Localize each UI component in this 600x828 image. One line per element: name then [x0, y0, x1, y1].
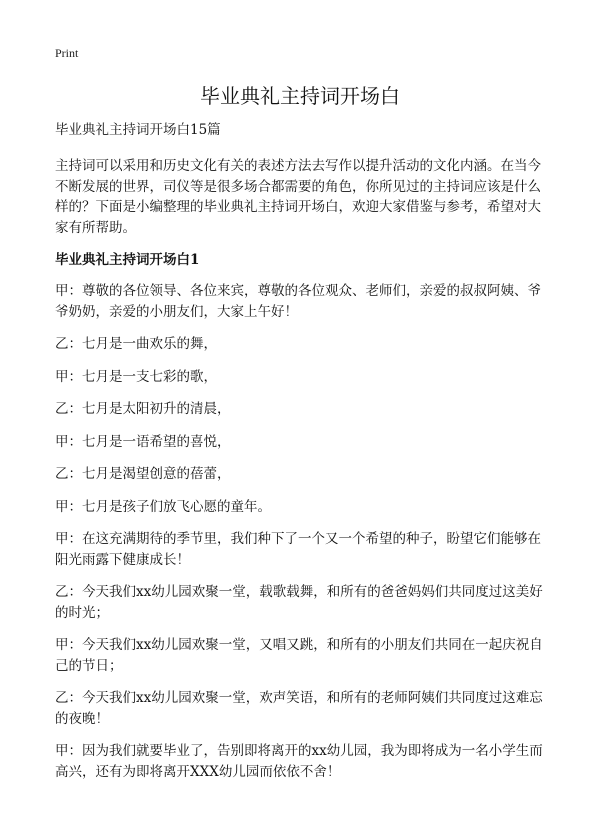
- dialogue-line: 甲：在这充满期待的季节里，我们种下了一个又一个希望的种子，盼望它们能够在阳光雨露下健康成长！: [55, 531, 541, 568]
- dialogue-line: 甲：七月是孩子们放飞心愿的童年。: [55, 498, 271, 515]
- dialogue-line: 甲：今天我们xx幼儿园欢聚一堂，又唱又跳，和所有的小朋友们共同在一起庆祝自己的节日；: [55, 637, 543, 674]
- dialogue-line: 乙：七月是太阳初升的清晨，: [55, 401, 231, 417]
- document-body: [55, 120, 550, 794]
- section-heading: 毕业典礼主持词开场白1: [55, 252, 200, 268]
- dialogue-line: 甲：七月是一语希望的喜悦，: [55, 433, 231, 450]
- print-link[interactable]: Print: [55, 46, 79, 60]
- intro-paragraph: 主持词可以采用和历史文化有关的表述方法去写作以提升活动的文化内涵。在当今不断发展的世界，司仪等是很多场合都需要的角色，你所见过的主持词应该是什么样的？下面是小编整理的毕业典礼主持词开场白，欢迎大家借鉴与参考，希望对大家有所帮助。: [55, 158, 541, 236]
- dialogue-line: 乙：今天我们xx幼儿园欢聚一堂，载歌载舞，和所有的爸爸妈妈们共同度过这美好的时光；: [55, 584, 543, 621]
- page-title: 毕业典礼主持词开场白: [200, 84, 400, 108]
- dialogue-line: 甲：因为我们就要毕业了，告别即将离开的xx幼儿园，我为即将成为一名小学生而高兴，还有为即将离开XXX幼儿园而依依不舍！: [55, 743, 543, 780]
- dialogue-line: 乙：七月是一曲欢乐的舞，: [55, 336, 217, 352]
- dialogue-line: 乙：今天我们xx幼儿园欢聚一堂，欢声笑语，和所有的老师阿姨们共同度过这难忘的夜晚！: [55, 690, 543, 727]
- document-subtitle: 毕业典礼主持词开场白15篇: [55, 122, 221, 138]
- dialogue-line: 甲：七月是一支七彩的歌，: [55, 368, 217, 385]
- dialogue-line: 甲：尊敬的各位领导、各位来宾，尊敬的各位观众、老师们，亲爱的叔叔阿姨、爷爷奶奶，亲爱的小朋友们，大家上午好！: [55, 283, 541, 320]
- dialogue-line: 乙：七月是渴望创意的蓓蕾，: [55, 466, 231, 482]
